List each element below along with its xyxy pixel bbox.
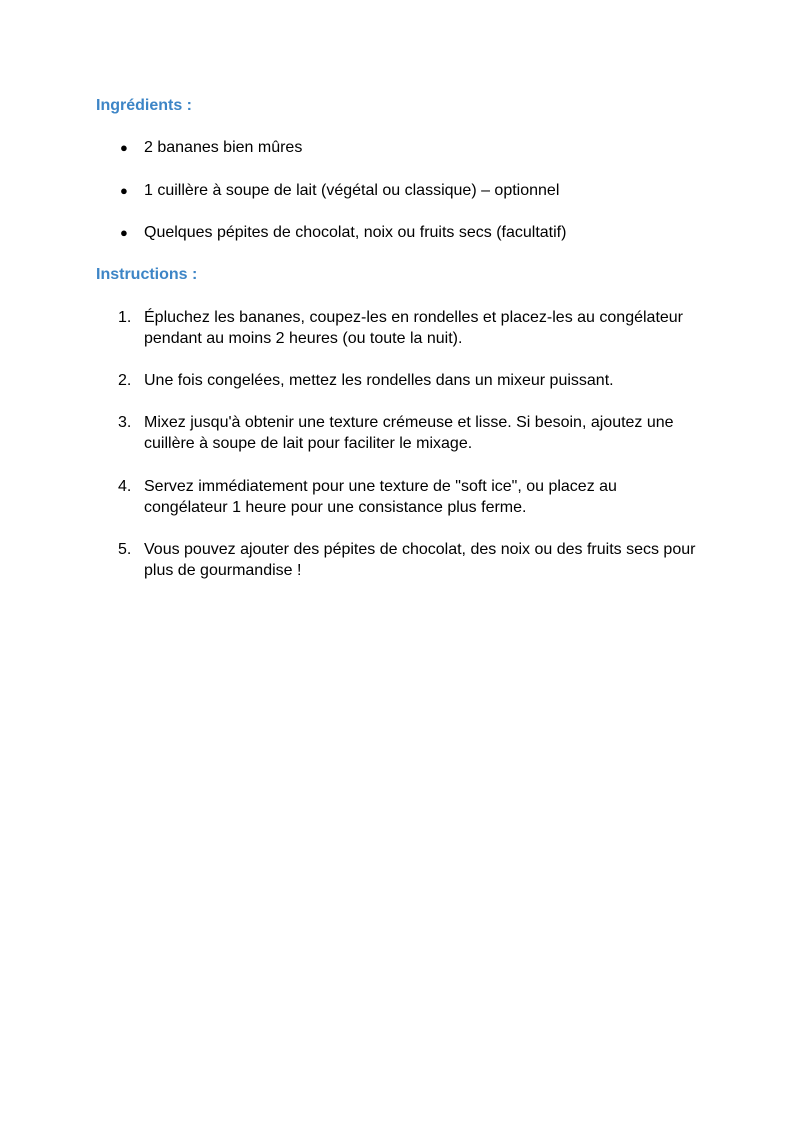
step-text xyxy=(144,539,704,581)
instructions-heading: Instructions : xyxy=(96,266,198,283)
bullet-marker: ● xyxy=(120,183,128,198)
bullet-marker: ● xyxy=(120,225,128,240)
step-text xyxy=(144,412,704,454)
step-line: congélateur 1 heure pour une consistance plus ferme. xyxy=(144,499,527,516)
step-line: Vous pouvez ajouter des pépites de chocolat, des noix ou des fruits secs pour xyxy=(144,541,696,558)
step-line: Mixez jusqu'à obtenir une texture crémeuse et lisse. Si besoin, ajoutez une xyxy=(144,414,674,431)
step-line: plus de gourmandise ! xyxy=(144,562,302,579)
step-line: cuillère à soupe de lait pour faciliter le mixage. xyxy=(144,435,473,452)
bullet-marker: ● xyxy=(120,140,128,155)
step-text xyxy=(144,370,704,391)
ingredient-text: 1 cuillère à soupe de lait (végétal ou classique) – optionnel xyxy=(144,182,560,199)
step-number: 1. xyxy=(118,309,132,326)
step-number: 4. xyxy=(118,478,132,495)
step-number: 5. xyxy=(118,541,132,558)
ingredient-text: Quelques pépites de chocolat, noix ou fruits secs (facultatif) xyxy=(144,224,567,241)
step-line: Servez immédiatement pour une texture de "soft ice", ou placez au xyxy=(144,478,617,495)
step-text xyxy=(144,307,704,349)
step-line: Épluchez les bananes, coupez-les en rondelles et placez-les au congélateur xyxy=(144,309,684,326)
step-line: Une fois congelées, mettez les rondelles dans un mixeur puissant. xyxy=(144,372,614,389)
ingredients-heading: Ingrédients : xyxy=(96,97,193,114)
step-line: pendant au moins 2 heures (ou toute la nuit). xyxy=(144,330,463,347)
step-number: 3. xyxy=(118,414,132,431)
step-text xyxy=(144,476,704,518)
ingredient-text: 2 bananes bien mûres xyxy=(144,139,303,156)
step-number: 2. xyxy=(118,372,132,389)
